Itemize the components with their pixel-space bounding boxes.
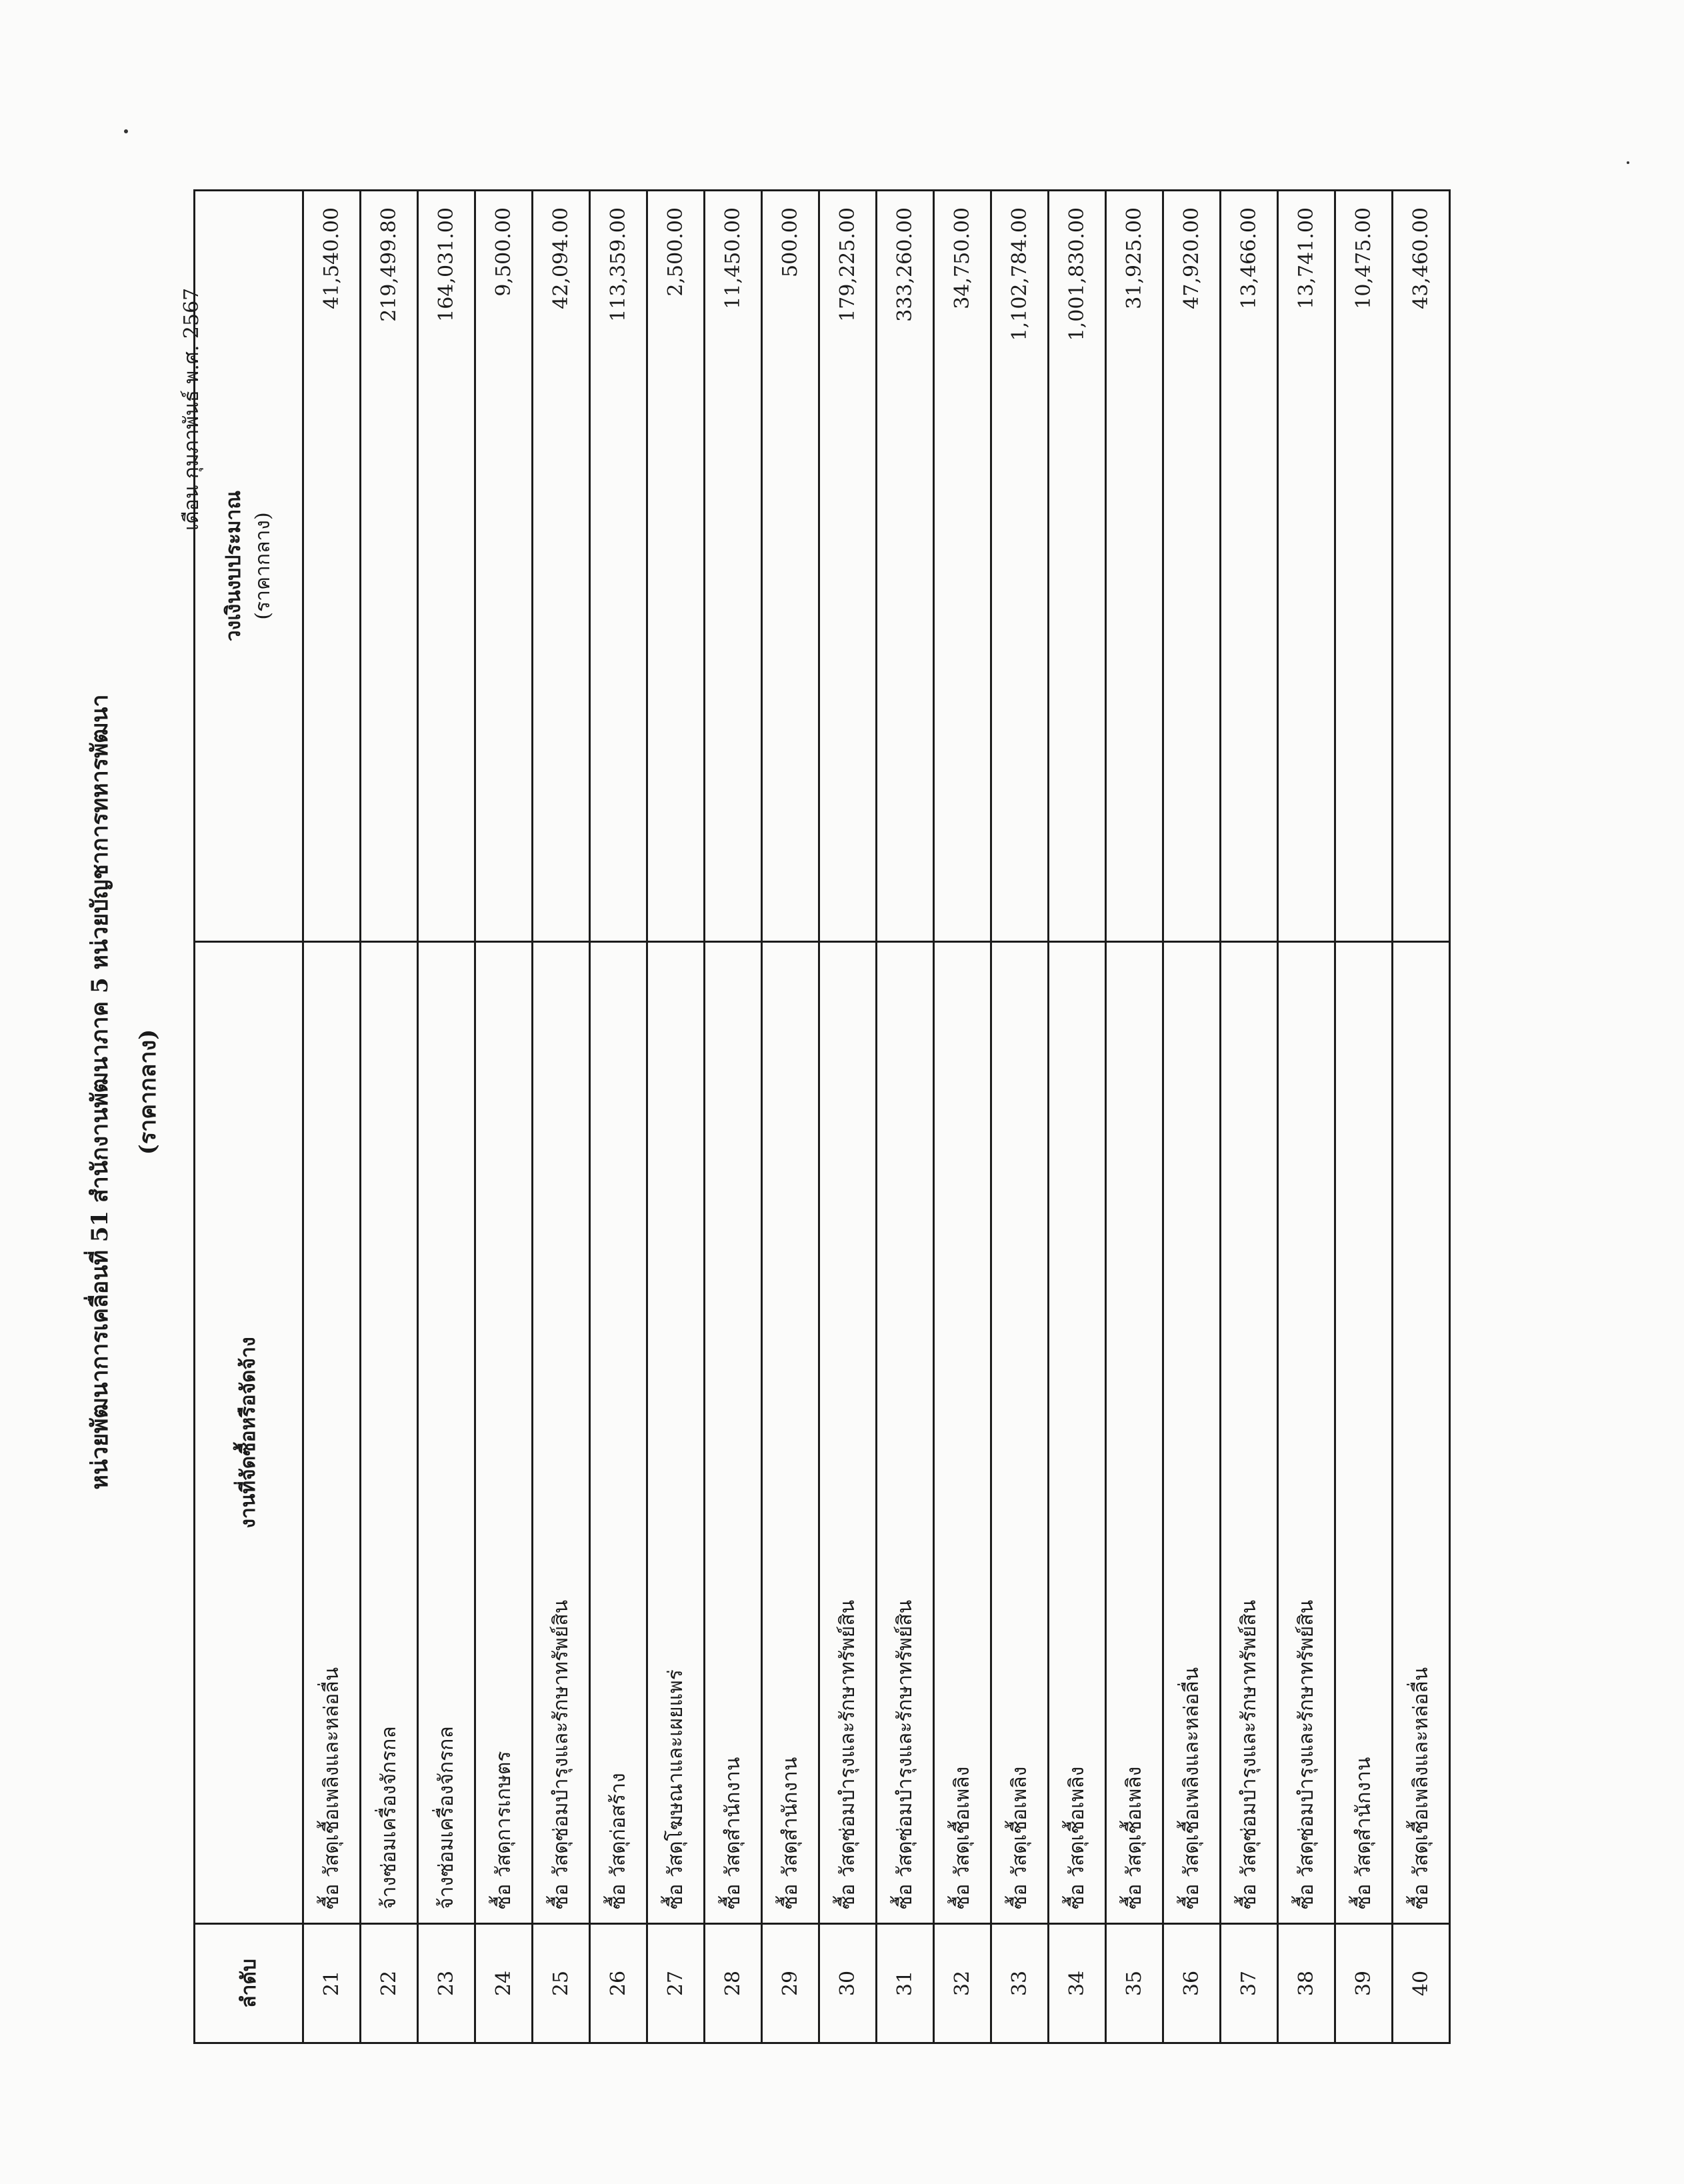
row-item: ซื้อ วัสดุสำนักงาน bbox=[705, 942, 762, 1924]
row-amount: 2,500.00 bbox=[647, 191, 705, 942]
row-amount: 10,475.00 bbox=[1335, 191, 1393, 942]
row-amount: 9,500.00 bbox=[475, 191, 533, 942]
row-amount: 47,920.00 bbox=[1163, 191, 1221, 942]
row-no: 24 bbox=[475, 1924, 533, 2043]
row-amount: 13,741.00 bbox=[1278, 191, 1335, 942]
row-item: ซื้อ วัสดุเชื้อเพลิง bbox=[1049, 942, 1106, 1924]
row-amount: 1,102,784.00 bbox=[991, 191, 1049, 942]
row-no: 27 bbox=[647, 1924, 705, 2043]
table-row bbox=[877, 191, 934, 2043]
row-item: จ้างซ่อมเครื่องจักรกล bbox=[361, 942, 418, 1924]
row-amount: 31,925.00 bbox=[1106, 191, 1163, 942]
row-amount: 164,031.00 bbox=[418, 191, 475, 942]
table-header-row bbox=[195, 191, 303, 2043]
table-row bbox=[475, 191, 533, 2043]
row-amount: 179,225.00 bbox=[819, 191, 877, 942]
procurement-table bbox=[193, 189, 1451, 2044]
report-month: เดือน กุมภาพันธ์ พ.ศ. 2567 bbox=[180, 287, 203, 531]
row-no: 28 bbox=[705, 1924, 762, 2043]
row-item: ซื้อ วัสดุเชื้อเพลิงและหล่อลื่น bbox=[1163, 942, 1221, 1924]
table-row bbox=[1106, 191, 1163, 2043]
row-item: ซื้อ วัสดุเชื้อเพลิง bbox=[934, 942, 991, 1924]
header-item-label: งานที่จัดซื้อหรือจัดจ้าง bbox=[237, 1337, 260, 1529]
table-row bbox=[1393, 191, 1450, 2043]
row-amount: 500.00 bbox=[762, 191, 819, 942]
table-row bbox=[705, 191, 762, 2043]
row-item: ซื้อ วัสดุสำนักงาน bbox=[1335, 942, 1393, 1924]
document-subtitle: (ราคากลาง) bbox=[135, 1029, 161, 1155]
header-amount bbox=[195, 191, 303, 942]
row-no: 30 bbox=[819, 1924, 877, 2043]
row-item: ซื้อ วัสดุซ่อมบำรุงและรักษาทรัพย์สิน bbox=[819, 942, 877, 1924]
scan-speck bbox=[124, 129, 128, 133]
row-item: จ้างซ่อมเครื่องจักรกล bbox=[418, 942, 475, 1924]
table-row bbox=[934, 191, 991, 2043]
row-item: ซื้อ วัสดุซ่อมบำรุงและรักษาทรัพย์สิน bbox=[533, 942, 590, 1924]
row-no: 26 bbox=[590, 1924, 647, 2043]
row-no: 37 bbox=[1221, 1924, 1278, 2043]
row-amount: 219,499.80 bbox=[361, 191, 418, 942]
table-row bbox=[533, 191, 590, 2043]
row-no: 35 bbox=[1106, 1924, 1163, 2043]
row-item: ซื้อ วัสดุการเกษตร bbox=[475, 942, 533, 1924]
row-item: ซื้อ วัสดุซ่อมบำรุงและรักษาทรัพย์สิน bbox=[1221, 942, 1278, 1924]
header-amount-line1: วงเงินงบประมาณ bbox=[222, 490, 245, 642]
row-no: 22 bbox=[361, 1924, 418, 2043]
row-amount: 43,460.00 bbox=[1393, 191, 1450, 942]
row-amount: 333,260.00 bbox=[877, 191, 934, 942]
row-item: ซื้อ วัสดุเชื้อเพลิง bbox=[991, 942, 1049, 1924]
row-no: 32 bbox=[934, 1924, 991, 2043]
row-amount: 13,466.00 bbox=[1221, 191, 1278, 942]
row-amount: 1,001,830.00 bbox=[1049, 191, 1106, 942]
table-row bbox=[590, 191, 647, 2043]
row-amount: 11,450.00 bbox=[705, 191, 762, 942]
row-no: 25 bbox=[533, 1924, 590, 2043]
table-row bbox=[991, 191, 1049, 2043]
table-row bbox=[1335, 191, 1393, 2043]
header-no: ลำดับ bbox=[195, 1924, 303, 2043]
row-no: 39 bbox=[1335, 1924, 1393, 2043]
table-row bbox=[1049, 191, 1106, 2043]
row-no: 38 bbox=[1278, 1924, 1335, 2043]
row-no: 33 bbox=[991, 1924, 1049, 2043]
table-body bbox=[303, 191, 1450, 2043]
table-row bbox=[418, 191, 475, 2043]
table-row bbox=[303, 191, 361, 2043]
document-title: หน่วยพัฒนาการเคลื่อนที่ 51 สำนักงานพัฒนาภาค 5 หน่วยบัญชาการทหารพัฒนา bbox=[87, 694, 113, 1490]
table-row bbox=[819, 191, 877, 2043]
row-no: 29 bbox=[762, 1924, 819, 2043]
row-amount: 113,359.00 bbox=[590, 191, 647, 942]
table-row bbox=[647, 191, 705, 2043]
row-item: ซื้อ วัสดุเชื้อเพลิง bbox=[1106, 942, 1163, 1924]
header-item bbox=[195, 942, 303, 1924]
row-item: ซื้อ วัสดุซ่อมบำรุงและรักษาทรัพย์สิน bbox=[877, 942, 934, 1924]
scan-speck bbox=[1627, 161, 1629, 164]
row-amount: 34,750.00 bbox=[934, 191, 991, 942]
row-no: 36 bbox=[1163, 1924, 1221, 2043]
table-row bbox=[361, 191, 418, 2043]
row-item: ซื้อ วัสดุเชื้อเพลิงและหล่อลื่น bbox=[1393, 942, 1450, 1924]
header-amount-line2: (ราคากลาง) bbox=[251, 512, 275, 620]
row-no: 34 bbox=[1049, 1924, 1106, 2043]
row-item: ซื้อ วัสดุซ่อมบำรุงและรักษาทรัพย์สิน bbox=[1278, 942, 1335, 1924]
row-item: ซื้อ วัสดุเชื้อเพลิงและหล่อลื่น bbox=[303, 942, 361, 1924]
table-row bbox=[1221, 191, 1278, 2043]
row-no: 23 bbox=[418, 1924, 475, 2043]
table-row bbox=[1278, 191, 1335, 2043]
table-row bbox=[1163, 191, 1221, 2043]
row-no: 31 bbox=[877, 1924, 934, 2043]
row-item: ซื้อ วัสดุก่อสร้าง bbox=[590, 942, 647, 1924]
row-no: 21 bbox=[303, 1924, 361, 2043]
row-amount: 41,540.00 bbox=[303, 191, 361, 942]
row-item: ซื้อ วัสดุสำนักงาน bbox=[762, 942, 819, 1924]
table-row bbox=[762, 191, 819, 2043]
row-no: 40 bbox=[1393, 1924, 1450, 2043]
row-item: ซื้อ วัสดุโฆษณาและเผยแพร่ bbox=[647, 942, 705, 1924]
row-amount: 42,094.00 bbox=[533, 191, 590, 942]
